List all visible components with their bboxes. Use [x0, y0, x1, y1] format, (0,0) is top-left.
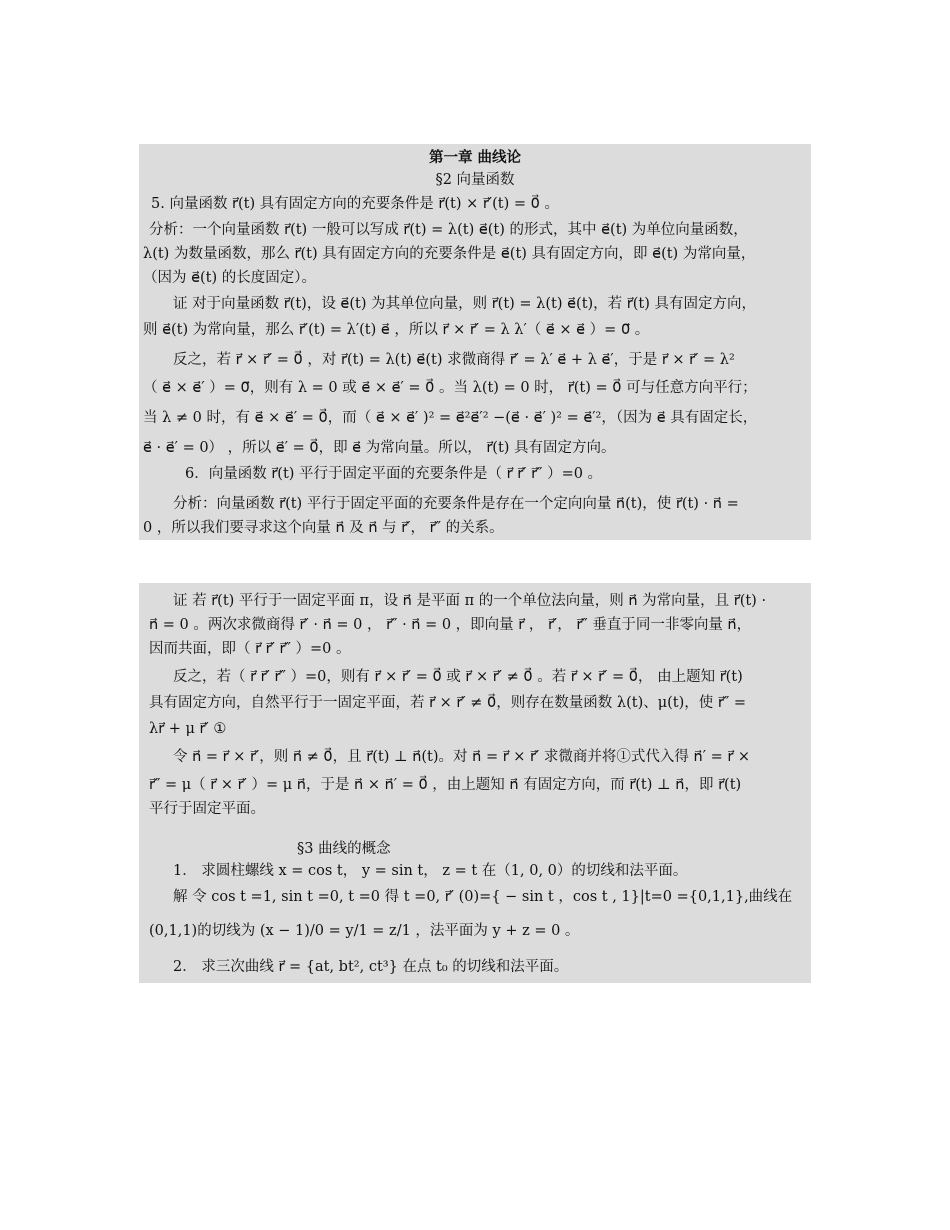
chapter-title: 第一章 曲线论 — [428, 149, 522, 166]
text-line: 反之，若（ r⃗ r⃗′ r⃗″ ）=0，则有 r⃗ × r⃗′ = 0⃗ 或 r⃗ × r⃗′ ≠ 0⃗ 。若 r⃗ × r⃗′ = 0⃗， 由上题知 r⃗(t) — [173, 669, 743, 685]
text-line: 分析：向量函数 r⃗(t) 平行于固定平面的充要条件是存在一个定向向量 n⃗(t)，使 r⃗(t) · n⃗ = — [173, 496, 739, 512]
text-line: 反之，若 r⃗ × r⃗′ = 0⃗ ，对 r⃗(t) = λ(t) e⃗(t) 求微商得 r⃗′ = λ′ e⃗ + λ e⃗′，于是 r⃗ × r⃗′ = λ² — [173, 352, 735, 368]
text-line: 令 n⃗ = r⃗ × r⃗′，则 n⃗ ≠ 0⃗，且 r⃗(t) ⊥ n⃗(t)。对 n⃗ = r⃗ × r⃗′ 求微商并将①式代入得 n⃗′ = r⃗ × — [173, 749, 751, 765]
content-block-1 — [139, 144, 811, 540]
content-block-2 — [139, 583, 811, 983]
text-line: （ e⃗ × e⃗′ ）= 0⃗，则有 λ = 0 或 e⃗ × e⃗′ = 0⃗ 。当 λ(t) = 0 时， r⃗(t) = 0⃗ 可与任意方向平行； — [143, 380, 757, 396]
text-line: 则 e⃗(t) 为常向量，那么 r⃗′(t) = λ′(t) e⃗ ，所以 r⃗ × r⃗′ = λ λ′（ e⃗ × e⃗ ）= 0⃗ 。 — [143, 322, 650, 338]
text-line: 2． 求三次曲线 r⃗ = {at, bt², ct³} 在点 t₀ 的切线和法平面。 — [173, 959, 569, 975]
text-line: 具有固定方向，自然平行于一固定平面，若 r⃗ × r⃗′ ≠ 0⃗，则存在数量函数 λ(t)、μ(t)，使 r⃗″ = — [149, 695, 747, 711]
section-title: §3 曲线的概念 — [297, 841, 391, 857]
text-line: (0,1,1)的切线为 (x − 1)/0 = y/1 = z/1 ，法平面为 y + z = 0 。 — [149, 923, 580, 939]
section-title: §2 向量函数 — [435, 172, 515, 188]
text-line: λ(t) 为数量函数，那么 r⃗(t) 具有固定方向的充要条件是 e⃗(t) 具有固定方向，即 e⃗(t) 为常向量， — [143, 246, 756, 262]
text-line: 5. 向量函数 r⃗(t) 具有固定方向的充要条件是 r⃗(t) × r⃗′(t) = 0⃗ 。 — [151, 196, 559, 212]
text-line: 因而共面，即（ r⃗ r⃗′ r⃗″ ）=0 。 — [149, 641, 351, 657]
text-line: 6．向量函数 r⃗(t) 平行于固定平面的充要条件是（ r⃗ r⃗′ r⃗″ ）=0 。 — [185, 466, 603, 482]
text-line: 解 令 cos t =1, sin t =0, t =0 得 t =0, r⃗′ (0)={ − sin t ，cos t , 1}|t=0 ={0,1,1},曲线在 — [173, 889, 793, 905]
text-line: λr⃗ + μ r⃗′ ① — [149, 721, 227, 737]
text-line: 证 对于向量函数 r⃗(t)，设 e⃗(t) 为其单位向量，则 r⃗(t) = λ(t) e⃗(t)，若 r⃗(t) 具有固定方向， — [173, 296, 756, 312]
text-line: 当 λ ≠ 0 时，有 e⃗ × e⃗′ = 0⃗，而（ e⃗ × e⃗′ )² = e⃗²e⃗′² −(e⃗ · e⃗′ )² = e⃗′²，（因为 e⃗ 具有固定长， — [143, 410, 758, 426]
text-line: e⃗ · e⃗′ = 0） ，所以 e⃗′ = 0⃗，即 e⃗ 为常向量。所以， r⃗(t) 具有固定方向。 — [143, 440, 616, 456]
text-line: 分析：一个向量函数 r⃗(t) 一般可以写成 r⃗(t) = λ(t) e⃗(t) 的形式，其中 e⃗(t) 为单位向量函数， — [149, 222, 748, 238]
text-line: n⃗ = 0 。两次求微商得 r⃗′ · n⃗ = 0 ， r⃗″ · n⃗ = 0 ，即向量 r⃗ ， r⃗′， r⃗″ 垂直于同一非零向量 n⃗， — [149, 617, 752, 633]
text-line: （因为 e⃗(t) 的长度固定）。 — [143, 270, 317, 286]
text-line: 平行于固定平面。 — [149, 801, 265, 817]
text-line: 1． 求圆柱螺线 x = cos t， y = sin t， z = t 在（1, 0, 0）的切线和法平面。 — [173, 863, 688, 879]
text-line: 0 ，所以我们要寻求这个向量 n⃗ 及 n⃗ 与 r⃗′， r⃗″ 的关系。 — [143, 520, 504, 536]
text-line: r⃗″ = μ（ r⃗ × r⃗′ ）= μ n⃗，于是 n⃗ × n⃗′ = 0⃗ ，由上题知 n⃗ 有固定方向，而 r⃗(t) ⊥ n⃗，即 r⃗(t) — [149, 777, 742, 793]
text-line: 证 若 r⃗(t) 平行于一固定平面 π，设 n⃗ 是平面 π 的一个单位法向量，则 n⃗ 为常向量，且 r⃗(t) · — [173, 593, 767, 609]
